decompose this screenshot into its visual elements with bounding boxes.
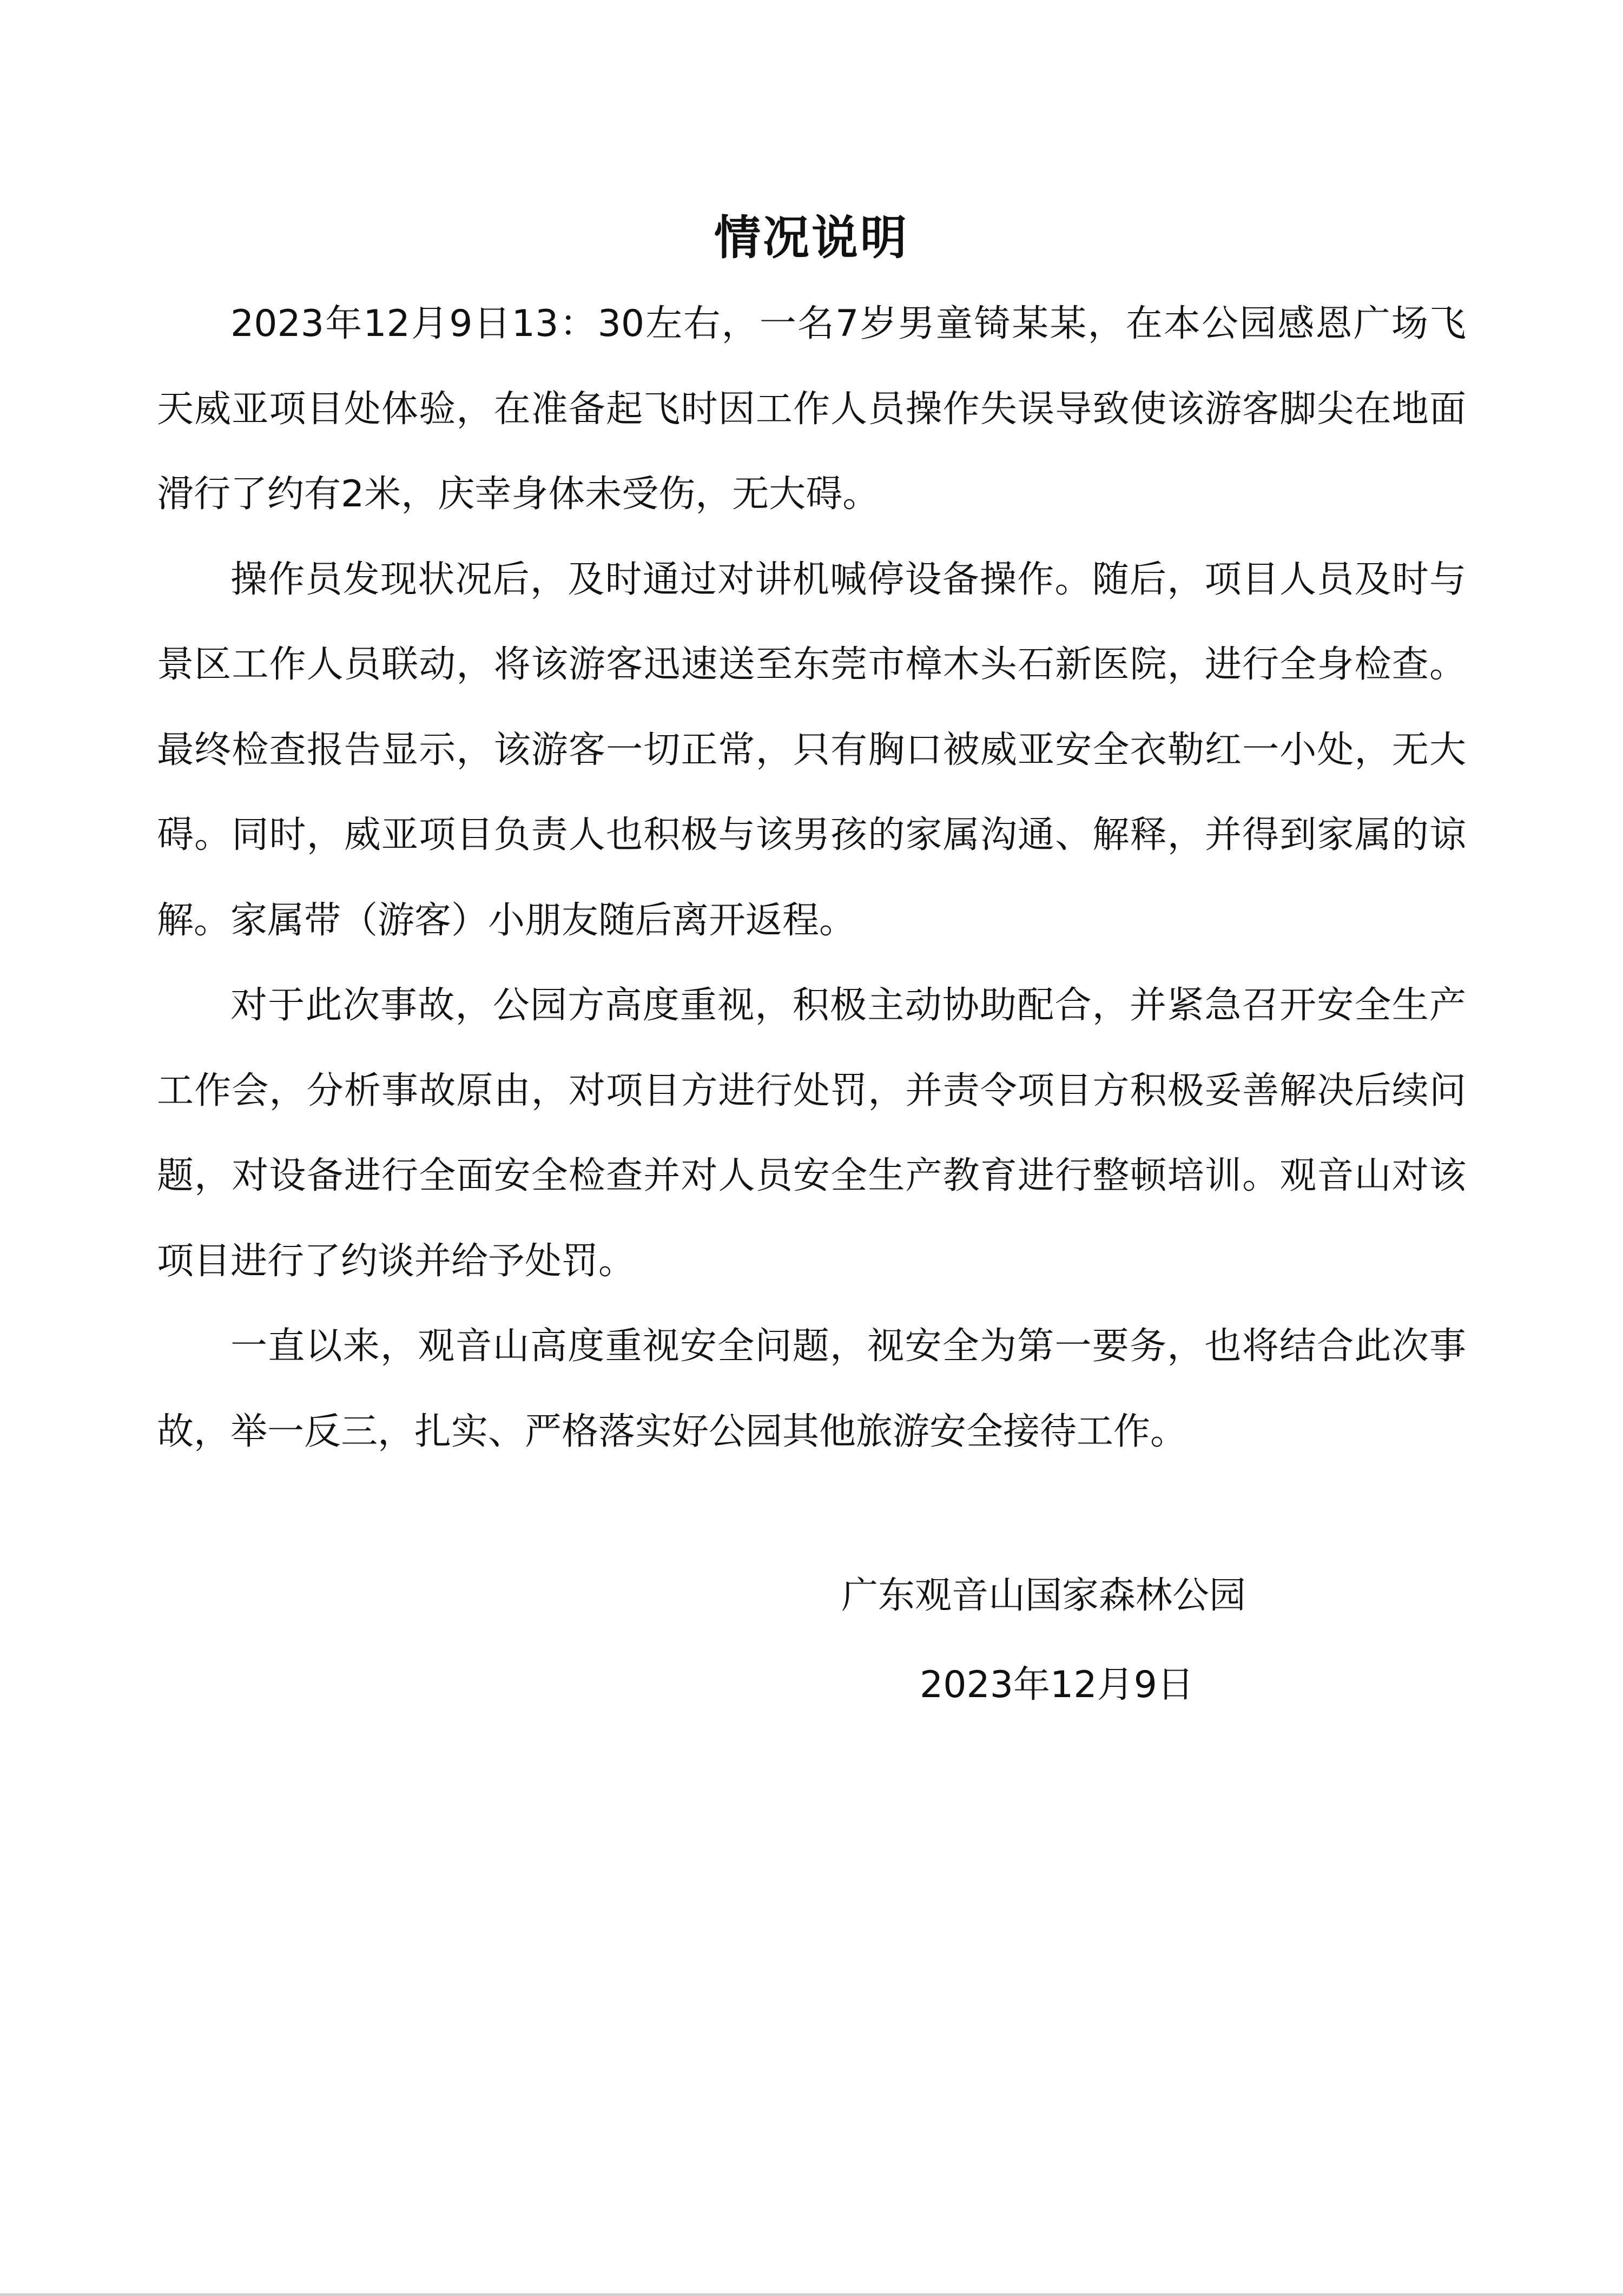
signature-organization: 广东观音山国家森林公园 [841, 1574, 1246, 1617]
paragraph-response: 操作员发现状况后，及时通过对讲机喊停设备操作。随后，项目人员及时与景区工作人员联动，将该游客迅速送至东莞市樟木头石新医院，进行全身检查。最终检查报告显示，该游客一切正常，只有胸口被威亚安全衣勒红一小处，无大碍。同时，威亚项目负责人也积极与该男孩的家属沟通、解释，并得到家属的谅解。家属带（游客）小朋友随后离开返程。 [157, 558, 1466, 942]
document-body [157, 281, 1466, 1474]
signature-date: 2023年12月9日 [920, 1664, 1194, 1706]
document-title: 情况说明 [714, 211, 909, 265]
page-bottom-divider [0, 2293, 1623, 2296]
paragraph-measures: 对于此次事故，公园方高度重视，积极主动协助配合，并紧急召开安全生产工作会，分析事故原由，对项目方进行处罚，并责令项目方积极妥善解决后续问题，对设备进行全面安全检查并对人员安全生产教育进行整顿培训。观音山对该项目进行了约谈并给予处罚。 [157, 984, 1466, 1283]
paragraph-commitment: 一直以来，观音山高度重视安全问题，视安全为第一要务，也将结合此次事故，举一反三，扎实、严格落实好公园其他旅游安全接待工作。 [157, 1325, 1466, 1453]
paragraph-incident: 2023年12月9日13：30左右，一名7岁男童锜某某，在本公园感恩广场飞天威亚项目处体验，在准备起飞时因工作人员操作失误导致使该游客脚尖在地面滑行了约有2米，庆幸身体未受伤，无大碍。 [157, 302, 1466, 516]
